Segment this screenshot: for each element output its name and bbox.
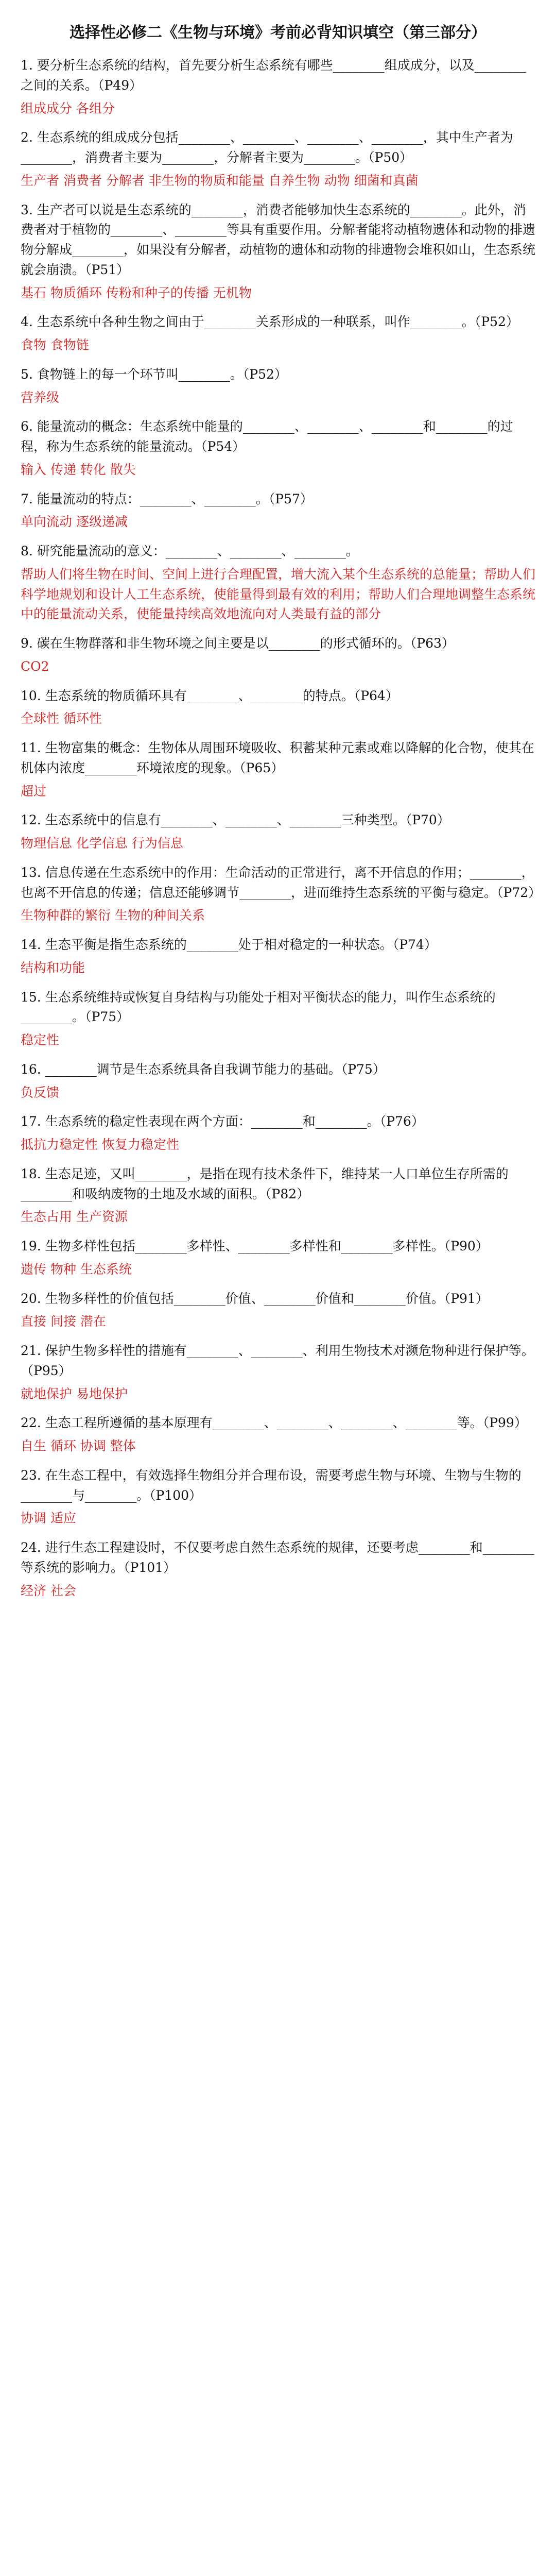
question-text: 11. 生物富集的概念：生物体从周围环境吸收、积蓄某种元素或难以降解的化合物，使其在机体内浓度________环境浓度的现象。（P65） xyxy=(21,740,534,775)
question-text: 9. 碳在生物群落和非生物环境之间主要是以________的形式循环的。（P63） xyxy=(21,636,455,651)
answer-text: 直接 间接 潜在 xyxy=(21,1314,106,1329)
answer-text: 生物种群的繁衍 生物的种间关系 xyxy=(21,908,205,923)
question-text: 2. 生态系统的组成成分包括________、________、________、________，其中生产者为________，消费者主要为________，分解者主要为________。（P50） xyxy=(21,130,513,165)
question-text: 4. 生态系统中各种生物之间由于________关系形成的一种联系，叫作________。（P52） xyxy=(21,314,519,330)
answer-text: 全球性 循环性 xyxy=(21,711,102,726)
question-text: 12. 生态系统中的信息有________、________、________三种类型。（P70） xyxy=(21,812,450,828)
question-text: 20. 生物多样性的价值包括________价值、________价值和________价值。（P91） xyxy=(21,1291,489,1306)
question-text: 6. 能量流动的概念：生态系统中能量的________、________、________和________的过程，称为生态系统的能量流动。（P54） xyxy=(21,419,513,454)
answer-text: 遗传 物种 生态系统 xyxy=(21,1261,132,1277)
answer-text: 抵抗力稳定性 恢复力稳定性 xyxy=(21,1137,179,1152)
question-text: 5. 食物链上的每一个环节叫________。（P52） xyxy=(21,366,287,382)
answer-text: 稳定性 xyxy=(21,1032,60,1047)
question-text: 8. 研究能量流动的意义：________、________、________。 xyxy=(21,544,359,558)
answer-text: 基石 物质循环 传粉和种子的传播 无机物 xyxy=(21,285,252,300)
answer-text: 就地保护 易地保护 xyxy=(21,1386,128,1401)
answer-text: 负反馈 xyxy=(21,1084,60,1100)
question-text: 14. 生态平衡是指生态系统的________处于相对稳定的一种状态。（P74） xyxy=(21,937,437,952)
answer-text: 单向流动 逐级递减 xyxy=(21,514,128,530)
answer-text: 协调 适应 xyxy=(21,1511,76,1526)
answer-text: 输入 传递 转化 散失 xyxy=(21,462,136,477)
question-text: 3. 生产者可以说是生态系统的________，消费者能够加快生态系统的________。此外，消费者对于植物的________、________等具有重要作用。分解者能将动植物遗体和动物的排遗物分解成________，如果没有分解者，动植物的遗体和动物的排遗物会堆积如山，生态系统就会崩溃。（P51） xyxy=(21,202,536,277)
question-text: 10. 生态系统的物质循环具有________、________的特点。（P64） xyxy=(21,688,398,703)
answer-text: 经济 社会 xyxy=(21,1583,76,1598)
answer-text: 营养级 xyxy=(21,389,60,405)
page-title: 选择性必修二《生物与环境》考前必背知识填空（第三部分） xyxy=(70,24,486,42)
answer-text: 食物 食物链 xyxy=(21,337,89,352)
question-text: 17. 生态系统的稳定性表现在两个方面：________和________。（P76） xyxy=(21,1114,424,1129)
question-text: 13. 信息传递在生态系统中的作用：生命活动的正常进行，离不开信息的作用；________，也离不开信息的传递；信息还能够调节________，进而维持生态系统的平衡与稳定。（P72） xyxy=(21,865,542,900)
answer-text: 结构和功能 xyxy=(21,960,85,975)
answer-text: 生态占用 生产资源 xyxy=(21,1209,128,1225)
answer-text: 超过 xyxy=(21,783,47,799)
question-text: 18. 生态足迹，又叫________，是指在现有技术条件下，维持某一人口单位生存所需的________和吸纳废物的土地及水域的面积。（P82） xyxy=(21,1166,509,1201)
answer-text: 物理信息 化学信息 行为信息 xyxy=(21,836,183,851)
question-text: 21. 保护生物多样性的措施有________、________、利用生物技术对濒危物种进行保护等。（P95） xyxy=(21,1343,534,1378)
answer-text: 生产者 消费者 分解者 非生物的物质和能量 自养生物 动物 细菌和真菌 xyxy=(21,173,419,188)
question-text: 22. 生态工程所遵循的基本原理有________、________、________、________等。（P99） xyxy=(21,1415,527,1431)
answer-text: CO2 xyxy=(21,658,49,674)
question-text: 15. 生态系统维持或恢复自身结构与功能处于相对平衡状态的能力，叫作生态系统的________。（P75） xyxy=(21,989,496,1025)
answer-text: 帮助人们将生物在时间、空间上进行合理配置，增大流入某个生态系统的总能量；帮助人们科学地规划和设计人工生态系统，使能量得到最有效的利用；帮助人们合理地调整生态系统中的能量流动关系，使能量持续高效地流向对人类最有益的部分 xyxy=(21,566,536,622)
answer-text: 组成成分 各组分 xyxy=(21,100,115,116)
question-text: 7. 能量流动的特点：________、________。（P57） xyxy=(21,491,313,506)
question-list xyxy=(21,56,542,1601)
question-text: 1. 要分析生态系统的结构，首先要分析生态系统有哪些________组成成分，以及________之间的关系。（P49） xyxy=(21,58,526,93)
question-text: 24. 进行生态工程建设时，不仅要考虑自然生态系统的规律，还要考虑________和________等系统的影响力。（P101） xyxy=(21,1540,534,1575)
question-text: 16. ________调节是生态系统具备自我调节能力的基础。（P75） xyxy=(21,1061,386,1077)
question-text: 23. 在生态工程中，有效选择生物组分并合理布设，需要考虑生物与环境、生物与生物的________与________。（P100） xyxy=(21,1467,522,1503)
question-text: 19. 生物多样性包括________多样性、________多样性和________多样性。（P90） xyxy=(21,1239,489,1253)
answer-text: 自生 循环 协调 整体 xyxy=(21,1438,136,1453)
